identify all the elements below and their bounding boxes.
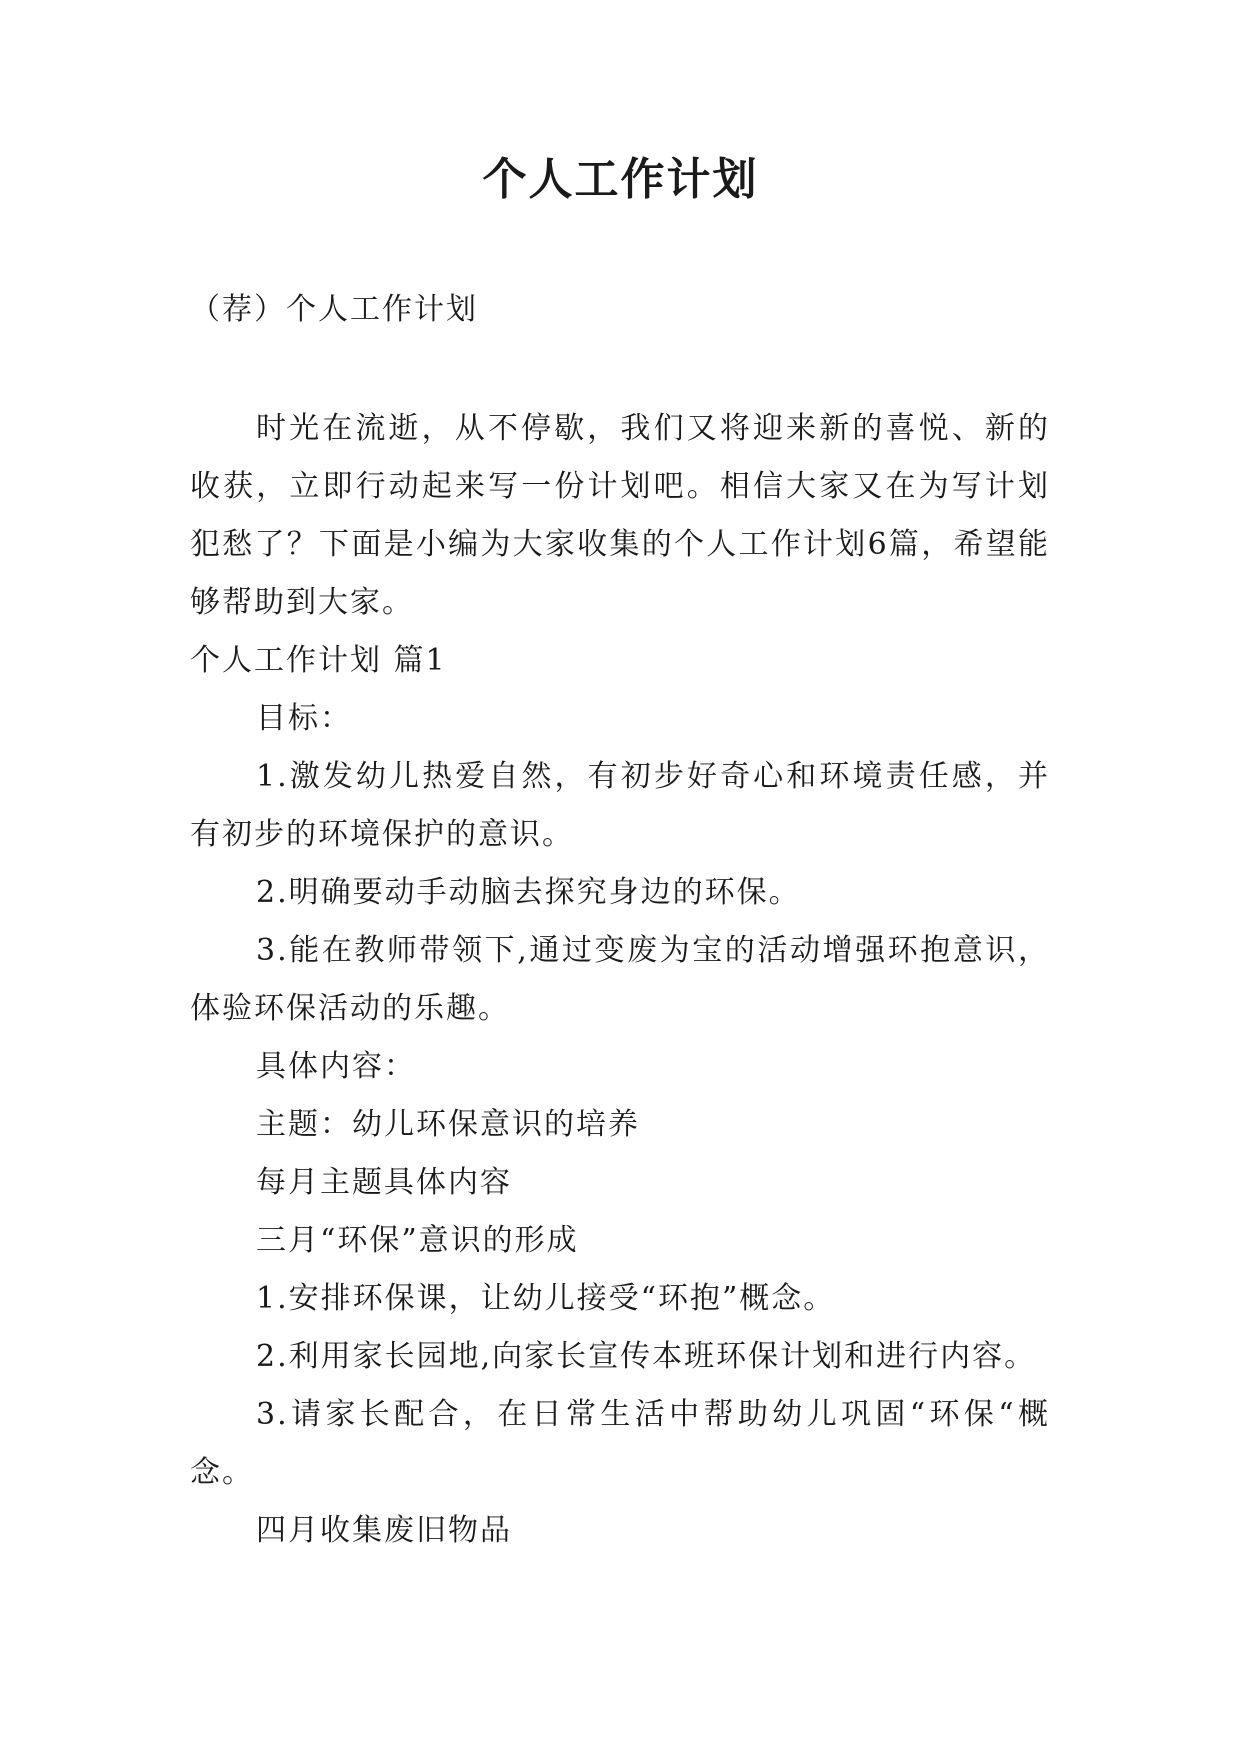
intro-paragraph: 时光在流逝，从不停歇，我们又将迎来新的喜悦、新的收获，立即行动起来写一份计划吧。相信大家又在为写计划犯愁了？下面是小编为大家收集的个人工作计划6篇，希望能够帮助到大家。 xyxy=(190,411,1050,620)
document-subtitle: （荐）个人工作计划 xyxy=(190,292,478,327)
march-item-2: 2.利用家长园地,向家长宣传本班环保计划和进行内容。 xyxy=(256,1339,1037,1374)
content-heading: 具体内容： xyxy=(256,1049,416,1084)
document-body xyxy=(190,400,1050,1560)
goals-heading: 目标： xyxy=(256,701,352,736)
april-heading: 四月收集废旧物品 xyxy=(256,1513,512,1548)
monthly-theme-line: 每月主题具体内容 xyxy=(256,1165,512,1200)
march-item-3: 3.请家长配合，在日常生活中帮助幼儿巩固“环保“概念。 xyxy=(190,1397,1050,1490)
goal-item-1: 1.激发幼儿热爱自然，有初步好奇心和环境责任感，并有初步的环境保护的意识。 xyxy=(190,759,1050,852)
document-title: 个人工作计划 xyxy=(482,154,759,205)
march-heading: 三月“环保”意识的形成 xyxy=(256,1223,579,1258)
march-item-1: 1.安排环保课，让幼儿接受“环抱”概念。 xyxy=(256,1281,836,1316)
goal-item-3: 3.能在教师带领下,通过变废为宝的活动增强环抱意识，体验环保活动的乐趣。 xyxy=(190,933,1050,1026)
theme-line: 主题：幼儿环保意识的培养 xyxy=(256,1107,640,1142)
section-heading: 个人工作计划 篇1 xyxy=(190,643,447,678)
goal-item-2: 2.明确要动手动脑去探究身边的环保。 xyxy=(256,875,801,910)
